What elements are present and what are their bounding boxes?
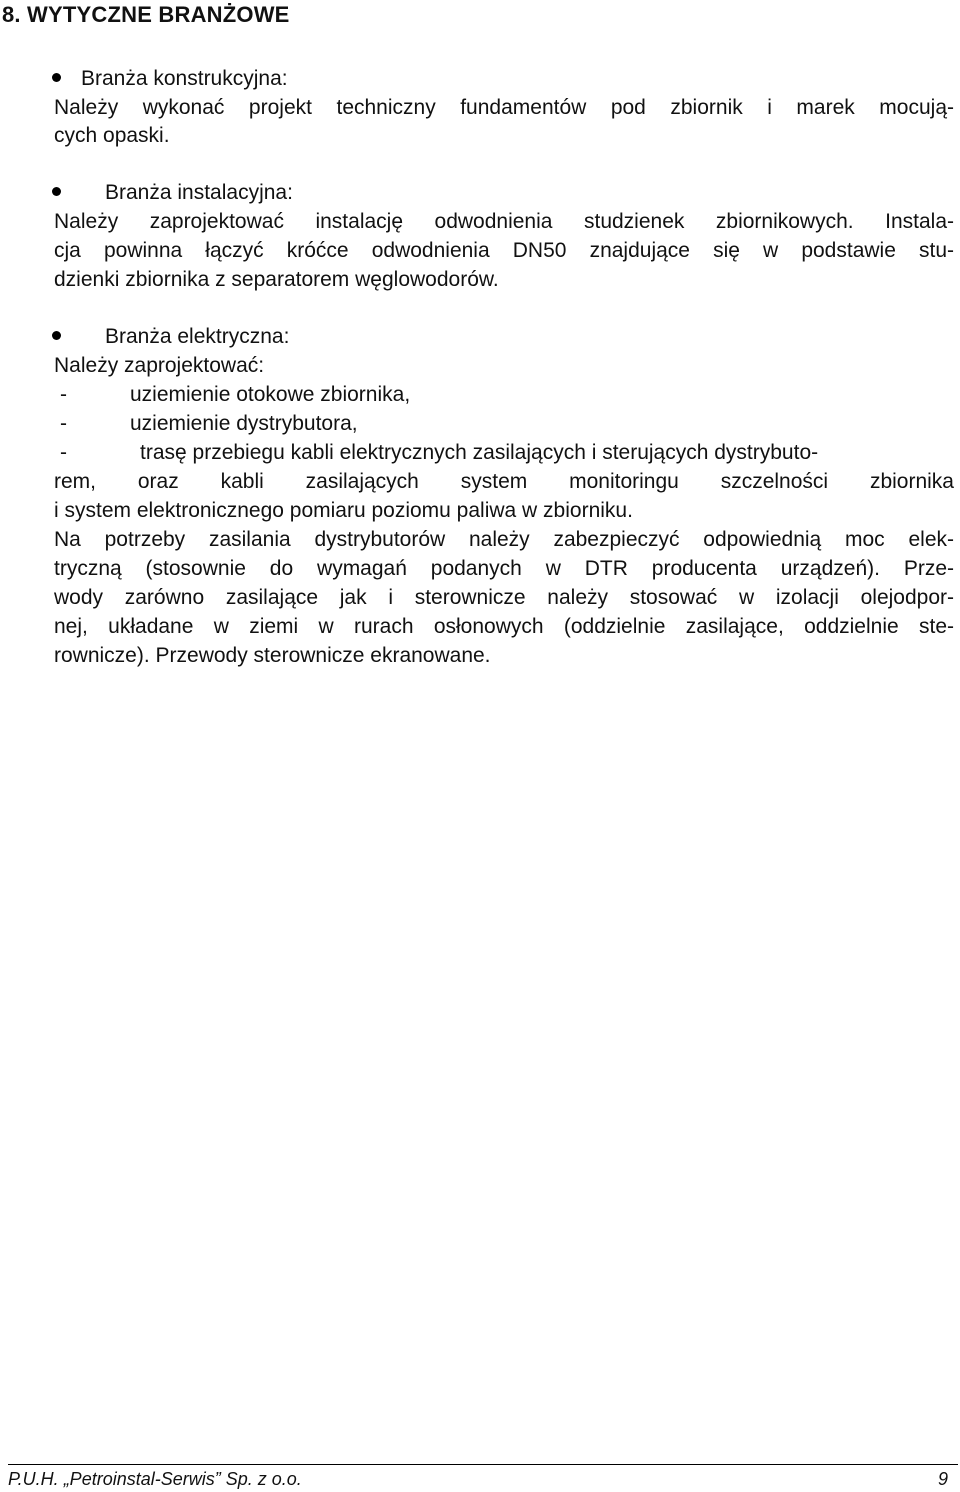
paragraph-line: nej, układane w ziemi w rurach osłonowych (oddzielnie zasilające, oddzielnie ste- [54, 615, 954, 638]
paragraph-line: dzienki zbiornika z separatorem węglowodorów. [54, 268, 499, 291]
paragraph-line: rownicze). Przewody sterownicze ekranowane. [54, 644, 491, 667]
bullet-icon [52, 331, 61, 340]
paragraph-line: Należy zaprojektować: [54, 354, 265, 377]
bullet-item-installation [52, 181, 293, 205]
paragraph-line: cja powinna łączyć króćce odwodnienia DN50 znajdujące się w podstawie stu- [54, 239, 954, 262]
bullet-item-electrical [52, 325, 289, 349]
footer-company: P.U.H. „Petroinstal-Serwis” Sp. z o.o. [8, 1469, 302, 1489]
footer-divider [8, 1464, 958, 1465]
paragraph-line: cych opaski. [54, 124, 170, 147]
paragraph-line: Na potrzeby zasilania dystrybutorów należy zabezpieczyć odpowiednią moc elek- [54, 528, 954, 551]
bullet-title: Branża konstrukcyjna: [81, 67, 288, 90]
bullet-icon [52, 187, 61, 196]
paragraph-line: Należy zaprojektować instalację odwodnienia studzienek zbiornikowych. Instala- [54, 210, 954, 233]
bullet-title: Branża elektryczna: [105, 325, 290, 348]
dash-list-item: - uziemienie otokowe zbiornika, [60, 383, 411, 406]
bullet-title: Branża instalacyjna: [105, 181, 293, 204]
paragraph-line: rem, oraz kabli zasilających system monitoringu szczelności zbiornika [54, 470, 954, 493]
section-heading: 8. WYTYCZNE BRANŻOWE [2, 2, 290, 27]
paragraph-line: i system elektronicznego pomiaru poziomu paliwa w zbiorniku. [54, 499, 633, 522]
bullet-item-construction [52, 67, 288, 91]
paragraph-line: tryczną (stosownie do wymagań podanych w DTR producenta urządzeń). Prze- [54, 557, 954, 580]
paragraph-line: Należy wykonać projekt techniczny fundamentów pod zbiornik i marek mocują- [54, 96, 954, 119]
dash-list-item: - trasę przebiegu kabli elektrycznych zasilających i sterujących dystrybuto- [60, 441, 819, 464]
paragraph-line: wody zarówno zasilające jak i sterownicze należy stosować w izolacji olejodpor- [54, 586, 954, 609]
bullet-icon [52, 73, 61, 82]
dash-list-item: - uziemienie dystrybutora, [60, 412, 358, 435]
page-number: 9 [937, 1469, 948, 1489]
